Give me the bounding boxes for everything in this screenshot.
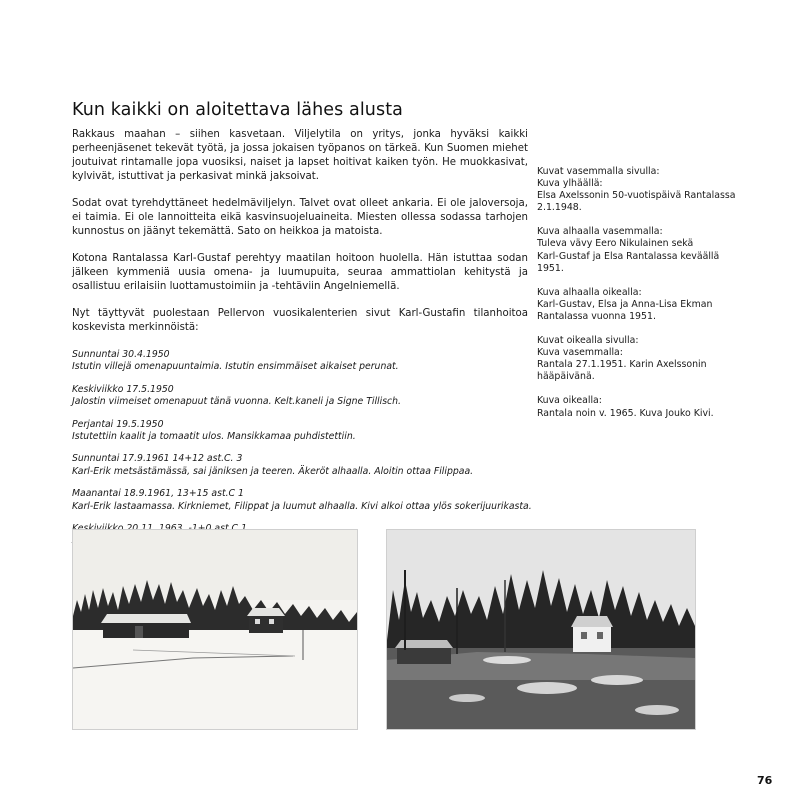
photo-rantala-spring bbox=[386, 529, 696, 730]
diary-text: Istutettiin kaalit ja tomaatit ulos. Mansikkamaa puhdistettiin. bbox=[72, 431, 356, 443]
page-number: 76 bbox=[757, 774, 773, 787]
caption-line: Kuvat oikealla sivulla: bbox=[537, 335, 639, 347]
caption-line: hääpäivänä. bbox=[537, 371, 595, 383]
main-text bbox=[72, 128, 532, 558]
diary-text: Istutin villejä omenapuuntaimia. Istutin ensimmäiset aikaiset perunat. bbox=[72, 361, 399, 373]
caption-line: 2.1.1948. bbox=[537, 202, 582, 214]
paragraph: Sodat ovat tyrehdyttäneet hedelmäviljelyn. Talvet ovat olleet ankaria. Ei ole jaloversoja, ei taimia. Ei ole lannoitteita eikä kasvinsuojeluaineita. Miesten ollessa sodassa tarhojen kunnostus on jäänyt tekemättä. Sato on heikkoa ja matoista. bbox=[72, 198, 528, 237]
diary-text: Jalostin viimeiset omenapuut tänä vuonna. Kelt.kaneli ja Signe Tillisch. bbox=[72, 396, 402, 408]
caption-block bbox=[537, 226, 737, 274]
diary-date: Sunnuntai 30.4.1950 bbox=[72, 349, 170, 360]
caption-line: Kuva alhaalla vasemmalla: bbox=[537, 226, 663, 238]
diary-text: Karl-Erik lastaamassa. Kirkniemet, Filippat ja luumut alhaalla. Kivi alkoi ottaa ylös sokerijuurikasta. bbox=[72, 500, 532, 512]
paragraph: Kotona Rantalassa Karl-Gustaf perehtyy maatilan hoitoon huolella. Hän istuttaa sodan jälkeen kymmeniä uusia omena- ja luumupuita, seuraa ammattiolan kehitystä ja osallistuu erilaisiin luottamustoimiin ja -tehtäviin Angelniemellä. bbox=[72, 253, 528, 292]
diary-entry bbox=[72, 349, 528, 374]
diary-entries bbox=[72, 349, 532, 548]
caption-line: Kuva ylhäällä: bbox=[537, 178, 603, 190]
caption-line: Rantalassa vuonna 1951. bbox=[537, 310, 656, 322]
caption-line: Karl-Gustaf ja Elsa Rantalassa keväällä bbox=[537, 250, 720, 262]
diary-entry bbox=[72, 453, 528, 478]
diary-date: Perjantai 19.5.1950 bbox=[72, 418, 164, 430]
caption-line: Kuva alhaalla oikealla: bbox=[537, 286, 642, 298]
diary-date: Sunnuntai 17.9.1961 14+12 ast.C. 3 bbox=[72, 453, 243, 465]
caption-line: Kuva vasemmalla: bbox=[537, 347, 623, 359]
caption-line: Rantala 27.1.1951. Karin Axelssonin bbox=[537, 359, 707, 371]
diary-text: Karl-Erik metsästämässä, sai jäniksen ja teeren. Äkeröt alhaalla. Aloitin ottaa Filippaa. bbox=[72, 465, 474, 477]
caption-block bbox=[537, 166, 737, 214]
caption-line: Rantala noin v. 1965. Kuva Jouko Kivi. bbox=[537, 407, 714, 419]
diary-entry bbox=[72, 419, 528, 444]
diary-date: Maanantai 18.9.1961, 13+15 ast.C 1 bbox=[72, 488, 244, 500]
caption-block bbox=[537, 335, 737, 383]
paragraph: Nyt täyttyvät puolestaan Pellervon vuosikalenterien sivut Karl-Gustafin tilanhoitoa koskevista merkinnöistä: bbox=[72, 308, 528, 333]
caption-line: Karl-Gustav, Elsa ja Anna-Lisa Ekman bbox=[537, 298, 713, 310]
photo-captions bbox=[537, 166, 737, 432]
paragraph: Rakkaus maahan – siihen kasvetaan. Viljelytila on yritys, jonka hyväksi kaikki perheenjäsenet tekevät työtä, ja jossa jokaisen työpanos on tärkeä. Kun Suomen miehet joutuivat rintamalle jopa vuosiksi, naiset ja lapset hoitivat kaiken työn. He muokkasivat, kylvivät, istuttivat ja perkasivat minkä jaksoivat. bbox=[72, 129, 528, 182]
diary-date: Keskiviikko 17.5.1950 bbox=[72, 383, 174, 395]
caption-line: 1951. bbox=[537, 262, 564, 274]
caption-line: Kuva oikealla: bbox=[537, 395, 602, 407]
diary-entry bbox=[72, 488, 532, 513]
caption-block bbox=[537, 395, 737, 419]
caption-line: Elsa Axelssonin 50-vuotispäivä Rantalassa bbox=[537, 190, 736, 202]
page-title: Kun kaikki on aloitettava lähes alusta bbox=[72, 99, 403, 120]
caption-block bbox=[537, 287, 737, 323]
caption-line: Tuleva vävy Eero Nikulainen sekä bbox=[537, 238, 694, 250]
diary-entry bbox=[72, 384, 528, 409]
caption-line: Kuvat vasemmalla sivulla: bbox=[537, 166, 660, 177]
photo-rantala-winter bbox=[72, 529, 358, 730]
